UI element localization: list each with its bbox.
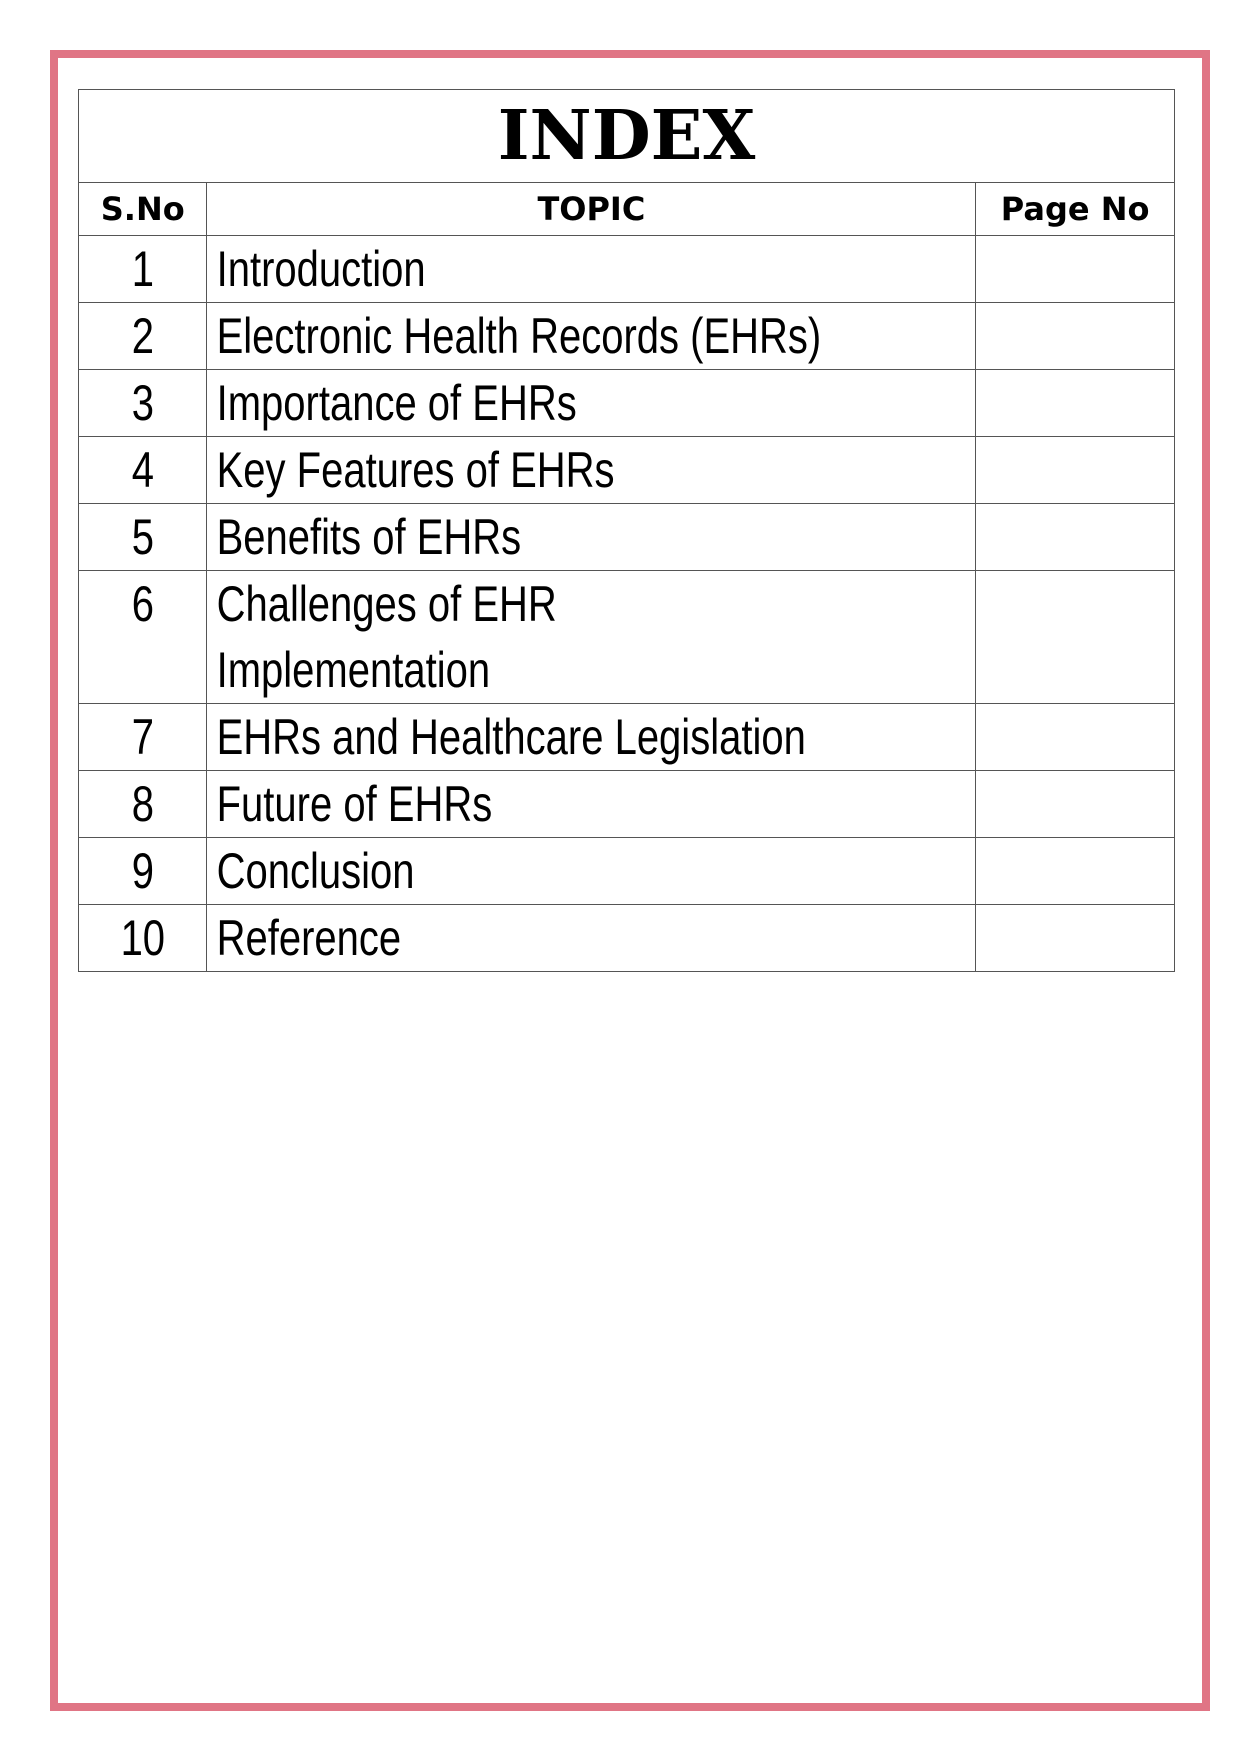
topic-cell [207, 236, 976, 303]
topic-text: EHRs and Healthcare Legislation [217, 709, 807, 765]
topic-cell [207, 771, 976, 838]
table-row [79, 236, 1175, 303]
sno-cell [79, 838, 207, 905]
sno-cell [79, 236, 207, 303]
topic-text-line2: Implementation [217, 642, 491, 698]
header-topic: TOPIC [207, 183, 976, 236]
sno: 5 [131, 509, 154, 565]
sno-cell [79, 771, 207, 838]
sno: 10 [120, 910, 165, 966]
index-table [78, 89, 1175, 972]
sno-cell [79, 370, 207, 437]
sno: 9 [131, 843, 154, 899]
topic-cell [207, 704, 976, 771]
table-row [79, 571, 1175, 704]
page-no-cell [976, 370, 1175, 437]
topic-text: Introduction [217, 241, 427, 297]
page-no-cell [976, 771, 1175, 838]
table-row [79, 838, 1175, 905]
page-no-cell [976, 303, 1175, 370]
topic-cell [207, 370, 976, 437]
sno: 1 [131, 241, 154, 297]
sno: 8 [131, 776, 154, 832]
topic-text: Conclusion [217, 843, 415, 899]
table-row [79, 370, 1175, 437]
header-page-no: Page No [976, 183, 1175, 236]
topic-text: Key Features of EHRs [217, 442, 616, 498]
table-row [79, 303, 1175, 370]
topic-cell [207, 905, 976, 972]
page-no-cell [976, 905, 1175, 972]
header-sno: S.No [79, 183, 207, 236]
topic-text: Importance of EHRs [217, 375, 578, 431]
index-title: INDEX [79, 90, 1175, 183]
topic-cell [207, 838, 976, 905]
page-no-cell [976, 437, 1175, 504]
table-row [79, 771, 1175, 838]
sno-cell [79, 437, 207, 504]
sno-cell [79, 303, 207, 370]
page-no-cell [976, 838, 1175, 905]
table-row [79, 437, 1175, 504]
sno: 3 [131, 375, 154, 431]
topic-text: Challenges of EHR [217, 576, 558, 632]
sno-cell [79, 504, 207, 571]
page-no-cell [976, 571, 1175, 704]
table-row [79, 704, 1175, 771]
sno: 4 [131, 442, 154, 498]
topic-cell [207, 437, 976, 504]
table-row [79, 504, 1175, 571]
sno: 6 [131, 576, 154, 632]
table-row [79, 905, 1175, 972]
topic-text: Benefits of EHRs [217, 509, 522, 565]
topic-text: Electronic Health Records (EHRs) [217, 308, 822, 364]
sno: 7 [131, 709, 154, 765]
topic-cell [207, 303, 976, 370]
sno: 2 [131, 308, 154, 364]
page-no-cell [976, 504, 1175, 571]
page-no-cell [976, 236, 1175, 303]
topic-cell [207, 504, 976, 571]
topic-cell [207, 571, 976, 704]
topic-text: Future of EHRs [217, 776, 493, 832]
sno-cell [79, 905, 207, 972]
sno-cell [79, 704, 207, 771]
page-no-cell [976, 704, 1175, 771]
topic-text: Reference [217, 910, 402, 966]
sno-cell [79, 571, 207, 704]
